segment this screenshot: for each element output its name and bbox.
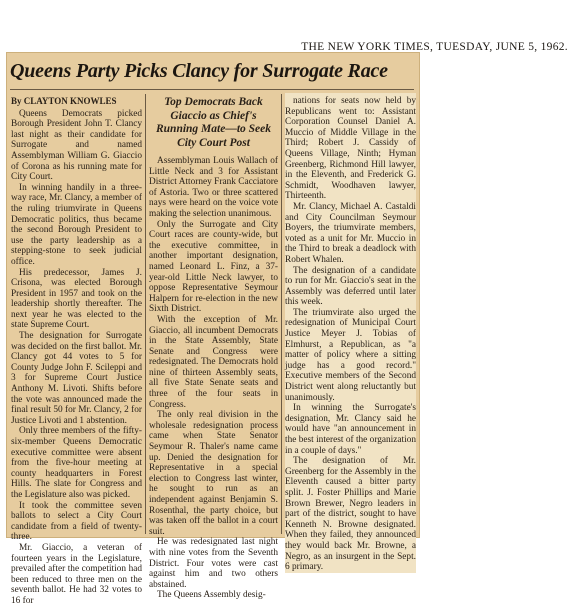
paragraph: The only real division in the wholesale redesignation process came when State Senator Seymour R. Thaler's name came up. Denied the designation for Representative in a special election to Congress last winter, he sought to run as an independent against Benjamin S. Rosenthal, the party choice, but was taken off the ballot in a court suit. [149,410,278,537]
article-column-3 [285,93,416,573]
paragraph: With the exception of Mr. Giaccio, all incumbent Democrats in the State Assembly, State Senate and Congress were redesignated. The Democrats hold nine of thirteen Assembly seats, all five State Senate seats and three of the four seats in Congress. [149,314,278,410]
paragraph: His predecessor, James J. Crisona, was elected Borough President in 1957 and took on the leadership shortly thereafter. The next year he was elected to the state Supreme Court. [11,267,142,331]
paragraph: In winning the Surrogate's designation, Mr. Clancy said he would have "an announcement in the best interest of the organization in a couple of days." [285,403,416,456]
paragraph: The designation for Surrogate was decided on the first ballot. Mr. Clancy got 44 votes to 5 for County Judge John F. Scileppi and 3 for Supreme Court Justice Anthony M. Livoti. Shifts before the vote was announced made the final result 50 for Mr. Clancy, 2 for Justice Livoti and 1 abstention. [11,331,142,426]
paragraph: Assemblyman Louis Wallach of Little Neck and 3 for Assistant District Attorney Frank Cacciatore of Astoria. Two or three scattered nays were heard on the voice vote making the selection unanimous. [149,156,278,219]
column-divider [145,94,146,534]
paragraph: The Queens Assembly desig- [157,590,266,601]
paragraph: It took the committee seven ballots to select a City Court candidate from a field of twenty-three. [11,500,142,543]
paragraph: The designation of a candidate to run for Mr. Giaccio's seat in the Assembly was deferred until later this week. [285,265,416,308]
byline: By CLAYTON KNOWLES [11,96,117,106]
background-blank [420,52,572,545]
headline-rule [10,89,414,90]
article-column-2 [149,96,278,601]
paragraph: The designation of Mr. Greenberg for the Assembly in the Eleventh caused a bitter party split. J. Foster Phillips and Marie Brown Brewer, Negro leaders in part of the district, sought to have Kenneth N. Browne designated. When they failed, they announced they would back Mr. Browne, a Negro, as an insurgent in the Sept. 6 primary. [285,456,416,573]
paragraph: The triumvirate also urged the redesignation of Municipal Court Justice Meyer J. Tobias of Elmhurst, a Republican, as "a matter of policy where a sitting judge has a good record." Executive members of the Second District went along reluctantly but unanimously. [285,307,416,403]
article-column-1 [11,96,142,607]
paragraph: Only the Surrogate and City Court races are county-wide, but the executive committee, in another important designation, named Leonard L. Finz, a 37-year-old Little Neck lawyer, to oppose Representative Seymour Halpern for re-election in the new Sixth District. [149,219,278,315]
paragraph: Mr. Giaccio, a veteran of fourteen years in the Legislature, prevailed after the competition had been reduced to three men on the seventh ballot. He had 32 votes to 16 for [11,542,142,606]
subheadline: Top Democrats Back Giaccio as Chief's Running Mate—to Seek City Court Post [155,96,272,149]
column-divider [281,94,282,534]
masthead: THE NEW YORK TIMES, TUESDAY, JUNE 5, 1962. [301,41,568,53]
paragraph: nations for seats now held by Republicans went to: Assistant Corporation Counsel Daniel A. Muccio of Middle Village in the Third; Robert J. Cassidy of Queens Village, Ninth; Hyman Greenberg, Richmond Hill lawyer, in the Eleventh, and Frederick G. Schmidt, Woodhaven lawyer, Thirteenth. [285,96,416,202]
paragraph: Mr. Clancy, Michael A. Castaldi and City Councilman Seymour Boyers, the triumvirate members, voted as a unit for Mr. Muccio in the Third to break a deadlock with Robert Whalen. [285,201,416,265]
paragraph: He was redesignated last night with nine votes from the Seventh District. Four votes were cast against him and two others abstained. [149,537,278,590]
paragraph: In winning handily in a three-way race, Mr. Clancy, a member of the ruling triumvirate in Queens Democratic politics, thus became the second Borough President to use the party leadership as a stepping-stone to seek judicial office. [11,182,142,267]
paragraph: Only three members of the fifty-six-member Queens Democratic executive committee were absent from the five-hour meeting at county headquarters in Forest Hills. The slate for Congress and the Legislature also was picked. [11,426,142,500]
paragraph: Queens Democrats picked Borough President John T. Clancy last night as their candidate for Surrogate and named Assemblyman William G. Giaccio of Corona as his running mate for City Court. [11,108,142,183]
headline: Queens Party Picks Clancy for Surrogate Race [10,60,388,82]
